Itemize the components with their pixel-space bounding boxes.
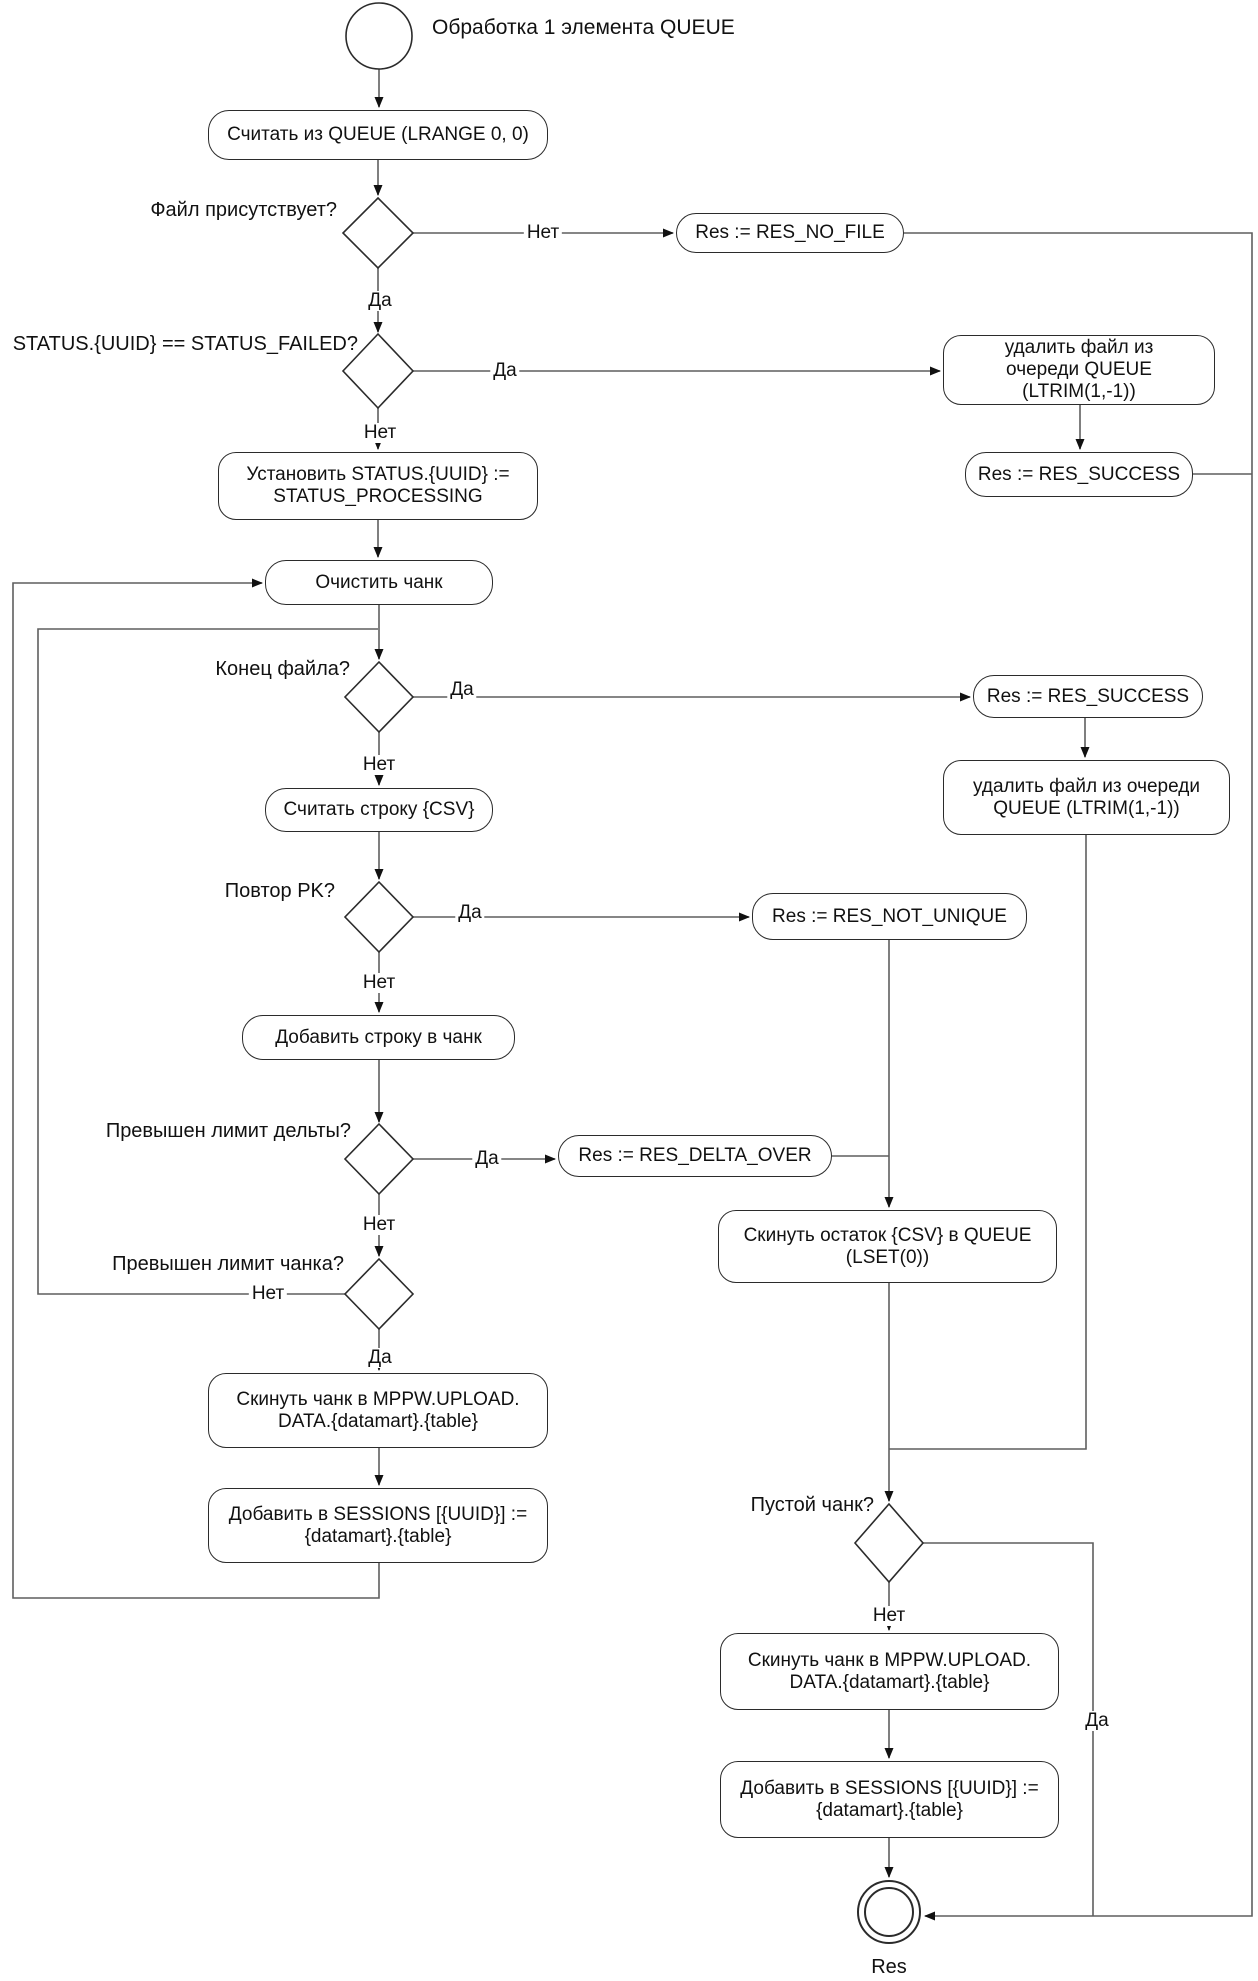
edge-label-no: Нет: [360, 1215, 398, 1235]
start-node: [346, 3, 412, 69]
decision-label-empty-chunk: Пустой чанк?: [750, 1494, 874, 1516]
process-flush-rest-line1: Скинуть остаток {CSV} в QUEUE: [743, 1224, 1032, 1246]
decision-label-eof: Конец файла?: [215, 658, 350, 680]
process-res-not-unique: [752, 893, 1027, 940]
edge-label-yes: Да: [490, 361, 519, 381]
process-read-queue: [208, 110, 548, 160]
process-delete-file-queue-1-line3: (LTRIM(1,-1)): [1022, 381, 1136, 402]
process-res-no-file: [676, 213, 904, 253]
decision-label-file-present: Файл присутствует?: [150, 199, 337, 221]
decision-label-delta-limit: Превышен лимит дельты?: [105, 1120, 351, 1142]
process-read-line-label: Считать строку {CSV}: [283, 799, 475, 820]
process-res-success-2: [973, 675, 1203, 718]
process-res-delta-over: [558, 1135, 832, 1177]
decision-eof-diamond: [345, 662, 413, 732]
diagram-title: Обработка 1 элемента QUEUE: [432, 16, 735, 39]
process-delete-file-queue-2: [943, 760, 1230, 835]
edge-label-yes: Да: [1082, 1711, 1111, 1731]
process-add-line-label: Добавить строку в чанк: [275, 1026, 482, 1048]
process-add-line: [242, 1015, 515, 1060]
process-read-line: [265, 788, 493, 832]
edge-label-yes: Да: [447, 680, 476, 700]
process-flush-chunk-right-line1: Скинуть чанк в MPPW.UPLOAD.: [747, 1649, 1032, 1671]
edge-label-no: Нет: [361, 423, 399, 443]
edge-label-no: Нет: [249, 1284, 287, 1304]
process-set-status: [218, 452, 538, 520]
edge-chunk-limit-no-loop: [38, 629, 378, 1294]
process-flush-rest-line2: (LSET(0)): [845, 1246, 930, 1268]
edge-label-yes: Да: [365, 291, 394, 311]
edge-label-no: Нет: [524, 223, 562, 243]
decision-delta-limit-diamond: [345, 1124, 413, 1194]
process-flush-chunk-right-line2: DATA.{datamart}.{table}: [789, 1671, 990, 1693]
edge-label-yes: Да: [365, 1348, 394, 1368]
process-add-sessions-left: [208, 1488, 548, 1563]
process-add-sessions-right-line2: {datamart}.{table}: [816, 1799, 963, 1821]
process-add-sessions-right: [720, 1761, 1059, 1838]
edge-label-no: Нет: [360, 755, 398, 775]
decision-repeat-pk-diamond: [345, 882, 413, 952]
decision-label-chunk-limit: Превышен лимит чанка?: [112, 1253, 344, 1275]
process-set-status-line1: Установить STATUS.{UUID} :=: [246, 464, 510, 485]
process-res-success-1-label: Res := RES_SUCCESS: [977, 463, 1181, 485]
process-delete-file-queue-1-line1: удалить файл из: [1004, 337, 1154, 358]
process-res-no-file-label: Res := RES_NO_FILE: [695, 222, 885, 243]
process-add-sessions-left-line2: {datamart}.{table}: [304, 1525, 452, 1547]
process-set-status-line2: STATUS_PROCESSING: [273, 486, 483, 507]
edge-empty-chunk-yes: [923, 1543, 1093, 1916]
process-read-queue-label: Считать из QUEUE (LRANGE 0, 0): [227, 124, 529, 145]
edge-label-no: Нет: [870, 1606, 908, 1626]
decision-chunk-limit-diamond: [345, 1259, 413, 1329]
edge-label-no: Нет: [360, 973, 398, 993]
process-flush-rest: [718, 1210, 1057, 1283]
end-node-inner: [865, 1888, 913, 1936]
decision-label-repeat-pk: Повтор PK?: [224, 880, 335, 902]
process-delete-file-queue-2-line1: удалить файл из очереди: [973, 775, 1200, 797]
process-clear-chunk-label: Очистить чанк: [315, 571, 443, 593]
end-node-label: Res: [871, 1956, 907, 1978]
decision-label-status-failed: STATUS.{UUID} == STATUS_FAILED?: [12, 333, 358, 355]
process-flush-chunk-left-line2: DATA.{datamart}.{table}: [278, 1410, 478, 1432]
decision-file-present-diamond: [343, 198, 413, 268]
process-res-success-1: [965, 452, 1193, 497]
process-res-not-unique-label: Res := RES_NOT_UNIQUE: [772, 905, 1007, 927]
process-delete-file-queue-2-line2: QUEUE (LTRIM(1,-1)): [993, 797, 1180, 819]
process-flush-chunk-right: [720, 1633, 1059, 1710]
process-res-delta-over-label: Res := RES_DELTA_OVER: [578, 1145, 812, 1166]
process-res-success-2-label: Res := RES_SUCCESS: [986, 685, 1190, 707]
edge-label-yes: Да: [455, 903, 484, 923]
process-flush-chunk-left-line1: Скинуть чанк в MPPW.UPLOAD.: [236, 1388, 520, 1410]
process-clear-chunk: [265, 560, 493, 605]
process-flush-chunk-left: [208, 1373, 548, 1448]
process-delete-file-queue-1: [943, 335, 1215, 405]
process-delete-file-queue-1-line2: очереди QUEUE: [1006, 359, 1152, 380]
process-add-sessions-right-line1: Добавить в SESSIONS [{UUID}] :=: [740, 1777, 1039, 1799]
process-add-sessions-left-line1: Добавить в SESSIONS [{UUID}] :=: [228, 1503, 528, 1525]
edge-label-yes: Да: [472, 1149, 501, 1169]
